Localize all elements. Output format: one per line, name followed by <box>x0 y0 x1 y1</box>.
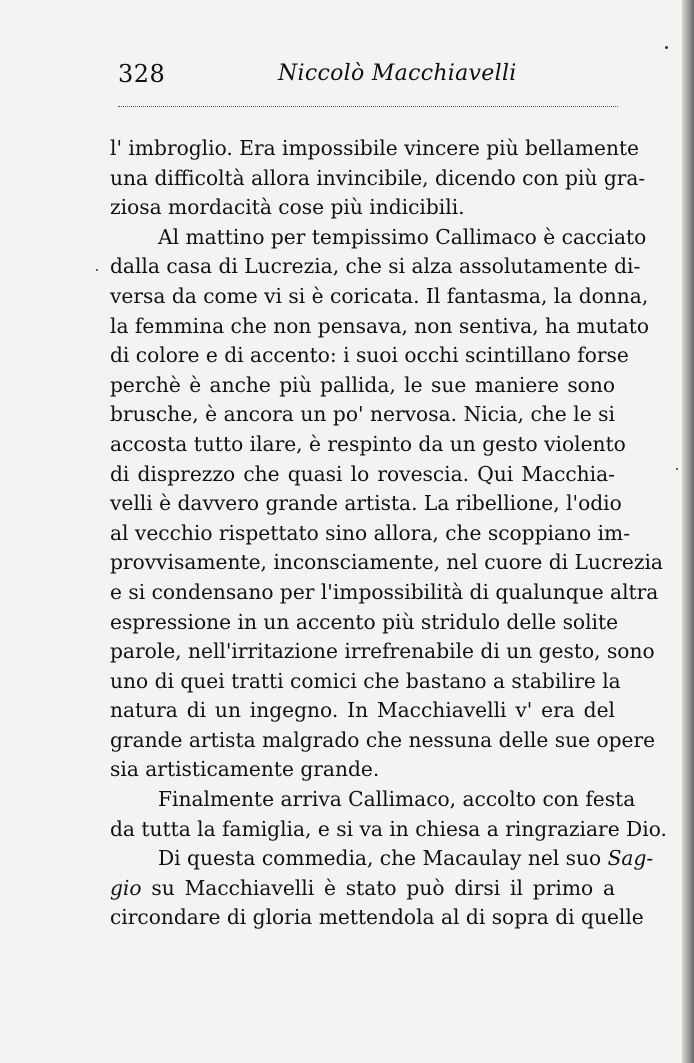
print-speck <box>665 46 668 49</box>
text-line: al vecchio rispettato sino allora, che scoppiano im- <box>110 520 631 545</box>
page-number: 328 <box>118 60 166 88</box>
text-line: versa da come vi si è coricata. Il fantasma, la donna, <box>110 283 649 308</box>
header-rule <box>118 106 618 107</box>
italic-title-fragment: Sag- <box>607 846 654 871</box>
text-line: Al mattino per tempissimo Callimaco è cacciato <box>158 224 647 249</box>
text-line: velli è davvero grande artista. La ribellione, l'odio <box>110 491 622 516</box>
text-line: parole, nell'irritazione irrefrenabile di un gesto, sono <box>110 639 655 664</box>
running-title: Niccolò Macchiavelli <box>278 61 517 86</box>
text-line: provvisamente, inconsciamente, nel cuore di Lucrezia <box>110 550 663 575</box>
text-line: dalla casa di Lucrezia, che si alza assolutamente di- <box>110 254 641 279</box>
text-line: uno di quei tratti comici che bastano a stabilire la <box>110 668 621 693</box>
text-fragment: su Macchiavelli è stato può dirsi il primo a <box>151 875 616 900</box>
paragraph-1 <box>110 134 646 223</box>
text-line: ziosa mordacità cose più indicibili. <box>110 195 465 220</box>
text-line: sia artisticamente grande. <box>110 757 380 782</box>
paragraph-4 <box>110 844 654 933</box>
text-line: e si condensano per l'impossibilità di qualunque altra <box>110 579 659 604</box>
page-header <box>118 58 618 98</box>
text-line: natura di un ingegno. In Macchiavelli v' era del <box>110 698 615 723</box>
text-line: una difficoltà allora invincibile, dicendo con più gra- <box>110 165 646 190</box>
text-line: perchè è anche più pallida, le sue maniere sono <box>110 372 615 397</box>
text-line: di colore e di accento: i suoi occhi scintillano forse <box>110 343 629 368</box>
text-line <box>110 844 654 874</box>
text-line: l' imbroglio. Era impossibile vincere più bellamente <box>110 136 640 160</box>
body-text <box>110 134 667 933</box>
text-line <box>110 874 615 904</box>
text-line: espressione in un accento più stridulo delle solite <box>110 609 619 634</box>
paragraph-2 <box>110 223 663 785</box>
text-line: la femmina che non pensava, non sentiva, ha mutato <box>110 313 650 338</box>
italic-title-fragment: gio <box>110 875 142 900</box>
text-line: di disprezzo che quasi lo rovescia. Qui Macchia- <box>110 461 615 486</box>
text-line: circondare di gloria mettendola al di sopra di quelle <box>110 905 644 930</box>
text-fragment: Di questa commedia, che Macaulay nel suo <box>158 846 602 871</box>
text-line: accosta tutto ilare, è respinto da un gesto violento <box>110 431 626 456</box>
print-speck <box>96 269 98 271</box>
paragraph-3 <box>110 785 667 844</box>
text-line: Finalmente arriva Callimaco, accolto con festa <box>158 787 636 812</box>
text-line: brusche, è ancora un po' nervosa. Nicia, che le si <box>110 402 615 427</box>
print-speck <box>676 468 678 470</box>
text-line: da tutta la famiglia, e si va in chiesa a ringraziare Dio. <box>110 816 667 841</box>
page-edge-shadow <box>682 0 694 1063</box>
text-line: grande artista malgrado che nessuna delle sue opere <box>110 727 656 752</box>
